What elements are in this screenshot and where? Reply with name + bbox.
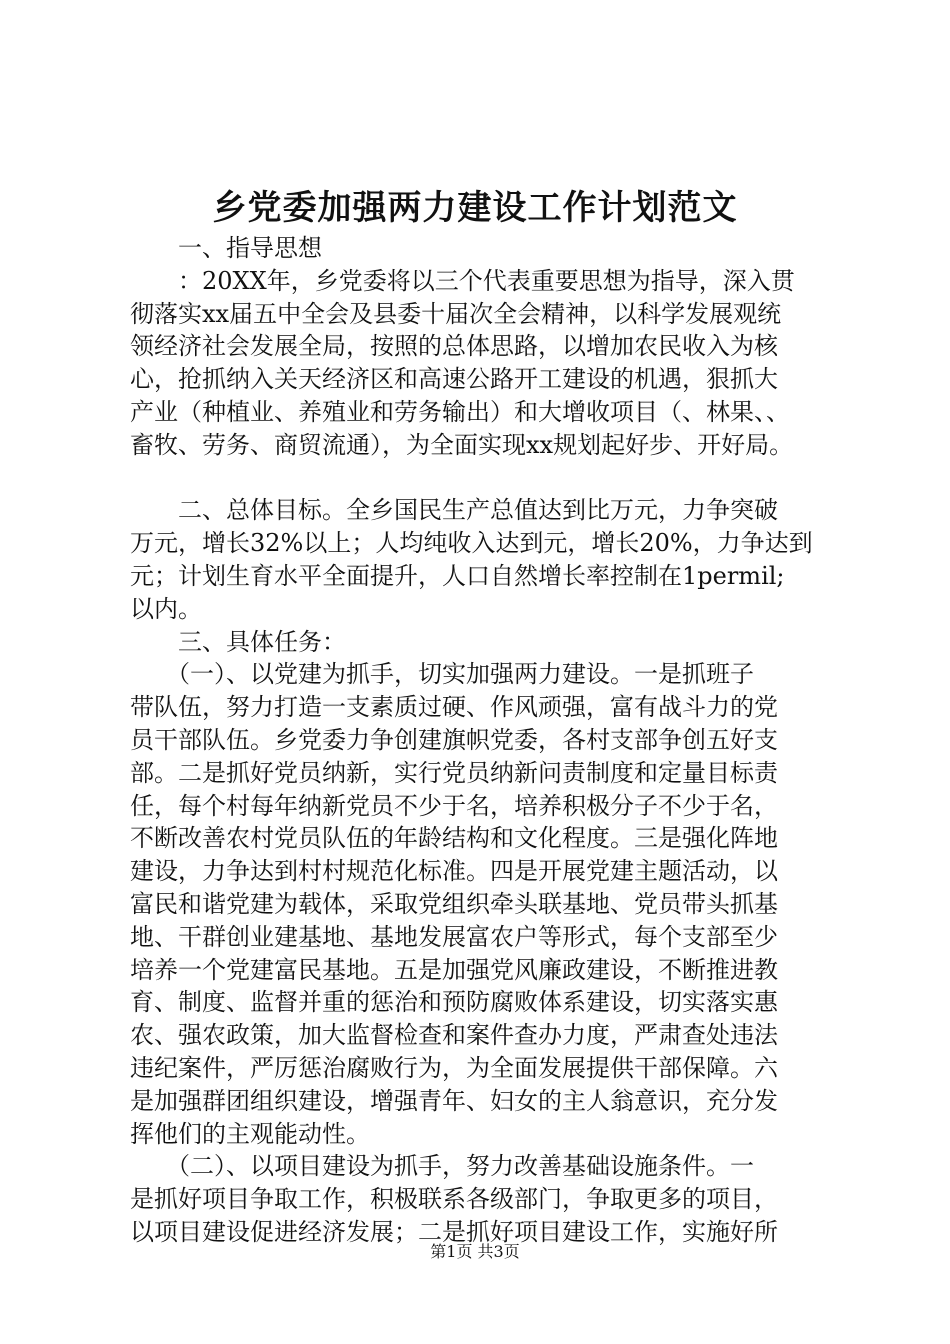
body-line: 元；计划生育水平全面提升，人口自然增长率控制在1permil;: [130, 561, 785, 590]
body-line: 以项目建设促进经济发展；二是抓好项目建设工作，实施好所: [130, 1217, 778, 1246]
body-line: 二、总体目标。全乡国民生产总值达到比万元，力争突破: [130, 496, 778, 525]
body-line: 建设，力争达到村村规范化标准。四是开展党建主题活动，以: [130, 857, 778, 886]
body-line: 彻落实xx届五中全会及县委十届次全会精神，以科学发展观统: [130, 299, 782, 328]
body-line: 挥他们的主观能动性。: [130, 1119, 370, 1148]
body-line: 不断改善农村党员队伍的年龄结构和文化程度。三是强化阵地: [130, 824, 778, 853]
document-title: 乡党委加强两力建设工作计划范文: [212, 188, 738, 228]
body-line: 领经济社会发展全局，按照的总体思路，以增加农民收入为核: [130, 332, 778, 361]
blank-line: [130, 462, 830, 495]
body-line: 以内。: [130, 594, 202, 623]
body-line: 违纪案件，严厉惩治腐败行为，为全面发展提供干部保障。六: [130, 1053, 778, 1082]
body-line: 育、制度、监督并重的惩治和预防腐败体系建设，切实落实惠: [130, 988, 778, 1017]
document-body: [130, 232, 830, 1249]
body-line: 带队伍，努力打造一支素质过硬、作风顽强，富有战斗力的党: [130, 693, 778, 722]
body-line: 是加强群团组织建设，增强青年、妇女的主人翁意识，充分发: [130, 1086, 778, 1115]
body-line: （二）、以项目建设为抓手，努力改善基础设施条件。一: [130, 1152, 754, 1181]
body-line: 员干部队伍。乡党委力争创建旗帜党委，各村支部争创五好支: [130, 725, 778, 754]
body-line: （一）、以党建为抓手，切实加强两力建设。一是抓班子: [130, 660, 754, 689]
body-line: 部。二是抓好党员纳新，实行党员纳新问责制度和定量目标责: [130, 758, 778, 787]
body-line: 富民和谐党建为载体，采取党组织牵头联基地、党员带头抓基: [130, 889, 778, 918]
body-line: 心，抢抓纳入关天经济区和高速公路开工建设的机遇，狠抓大: [130, 365, 778, 394]
body-line: 产业（种植业、养殖业和劳务输出）和大增收项目（、林果、、: [130, 397, 790, 426]
body-line: 培养一个党建富民基地。五是加强党风廉政建设，不断推进教: [130, 955, 778, 984]
body-line: 一、指导思想: [130, 234, 322, 262]
body-line: 是抓好项目争取工作，积极联系各级部门，争取更多的项目，: [130, 1185, 778, 1214]
body-line: ：20XX年，乡党委将以三个代表重要思想为指导，深入贯: [130, 266, 795, 295]
body-line: 畜牧、劳务、商贸流通），为全面实现xx规划起好步、开好局。: [130, 430, 794, 459]
body-line: 万元，增长32%以上；人均纯收入达到元，增长20%，力争达到: [130, 529, 813, 558]
page-footer: 第1页 共3页: [430, 1242, 520, 1261]
body-line: 地、干群创业建基地、基地发展富农户等形式，每个支部至少: [130, 922, 778, 951]
body-line: 任，每个村每年纳新党员不少于名，培养积极分子不少于名，: [130, 791, 778, 820]
body-line: 农、强农政策，加大监督检查和案件查办力度，严肃查处违法: [130, 1021, 778, 1050]
body-line: 三、具体任务：: [130, 627, 346, 656]
